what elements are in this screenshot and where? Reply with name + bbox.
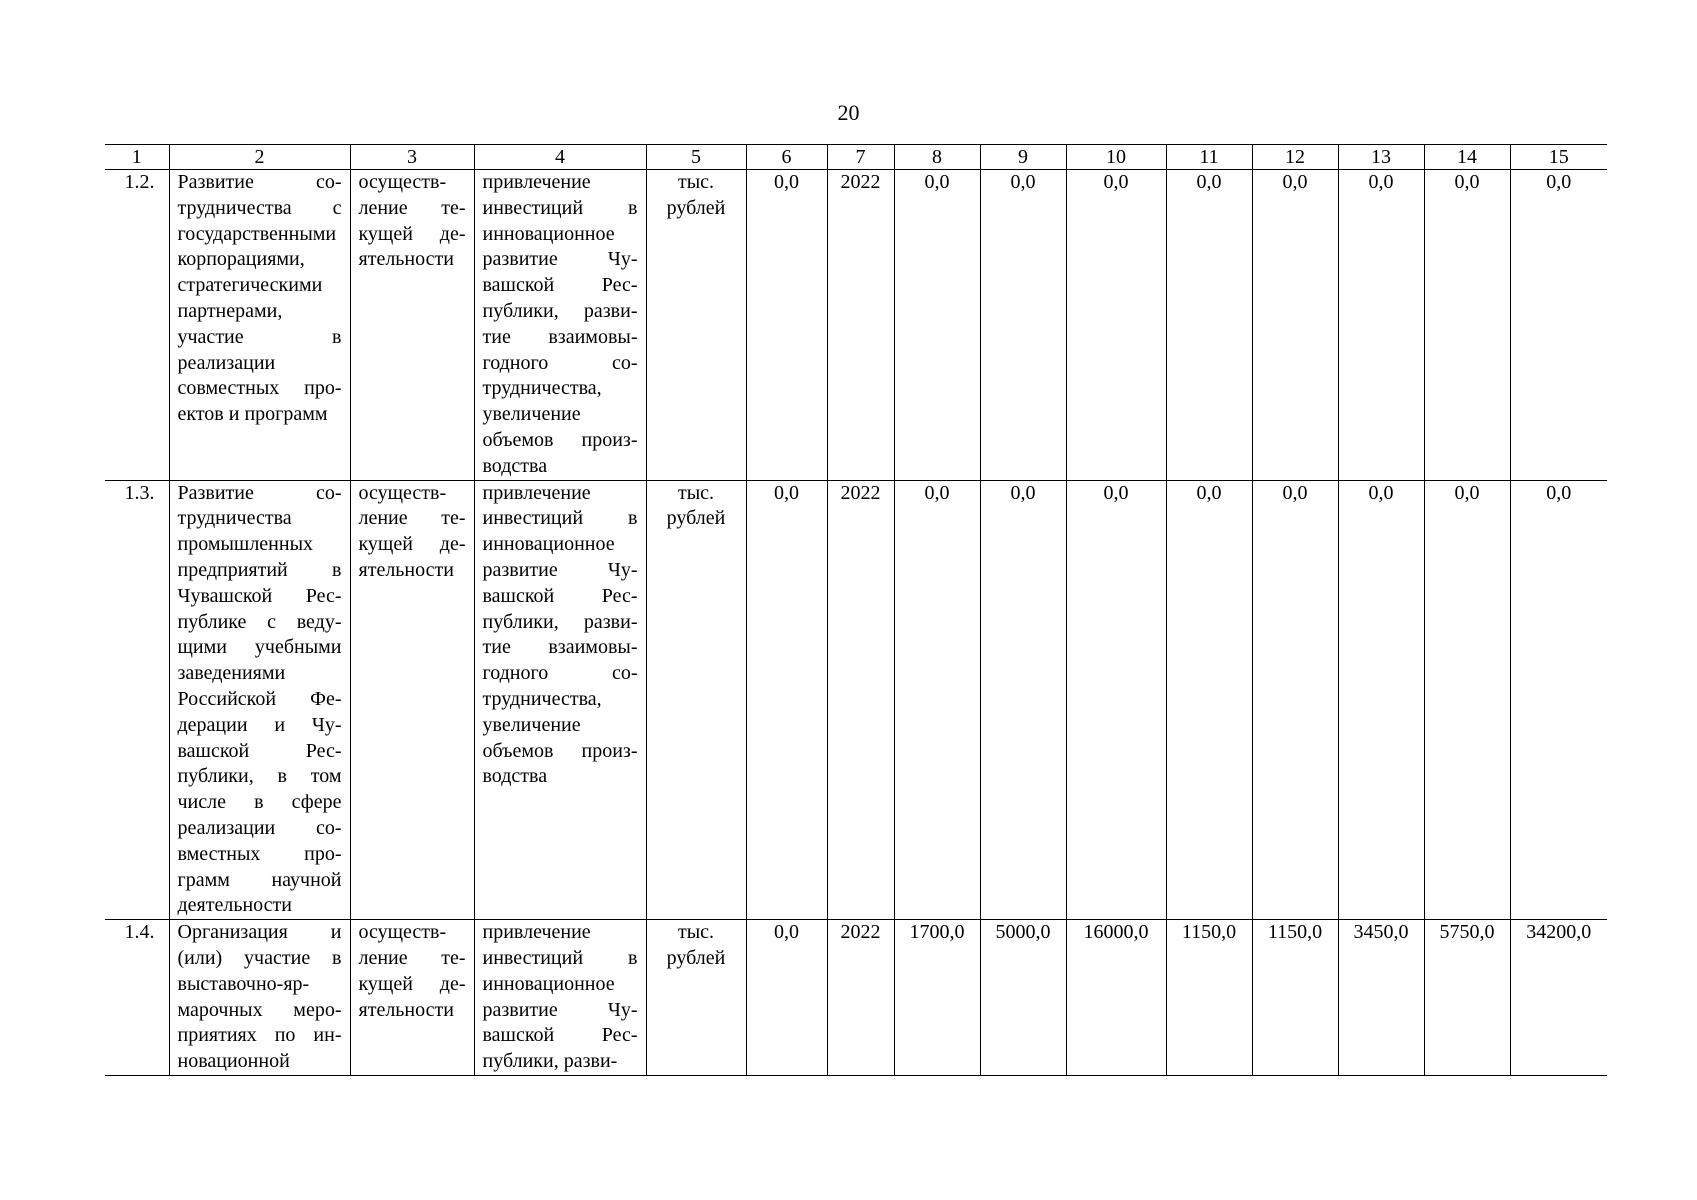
value-cell: 0,0	[980, 480, 1066, 920]
column-header: 8	[894, 145, 980, 170]
column-header: 13	[1338, 145, 1424, 170]
value-cell: 0,0	[1338, 170, 1424, 481]
unit-cell: тыс. рублей	[646, 920, 746, 1076]
value-cell: 3450,0	[1338, 920, 1424, 1076]
row-number: 1.2.	[105, 170, 169, 481]
value-cell: 0,0	[1066, 170, 1166, 481]
column-header: 2	[169, 145, 350, 170]
value-cell: 0,0	[1252, 170, 1338, 481]
value-cell: 0,0	[1166, 480, 1252, 920]
column-header: 4	[474, 145, 646, 170]
value-cell: 1150,0	[1166, 920, 1252, 1076]
expected-result: привлечение инвестиций в инновационное развитие Чувашской Республики, развитие взаимовыгодного сотрудничества, увеличение объемов производства	[474, 170, 646, 481]
year-cell: 2022	[827, 480, 894, 920]
value-cell: 0,0	[980, 170, 1066, 481]
measure-name: Организация и (или) участие в выставочно-ярмарочных мероприятиях по инновационной	[169, 920, 350, 1076]
column-number-row	[105, 145, 1607, 170]
value-cell: 0,0	[1066, 480, 1166, 920]
value-cell: 0,0	[1166, 170, 1252, 481]
row-number: 1.4.	[105, 920, 169, 1076]
value-cell: 1700,0	[894, 920, 980, 1076]
value-cell: 0,0	[746, 920, 827, 1076]
measure-name: Развитие сотрудничества с государственными корпорациями, стратегическими партнерами, участие в реализации совместных проектов и программ	[169, 170, 350, 481]
column-header: 6	[746, 145, 827, 170]
value-cell: 34200,0	[1510, 920, 1607, 1076]
column-header: 5	[646, 145, 746, 170]
value-cell: 0,0	[894, 170, 980, 481]
value-cell: 5000,0	[980, 920, 1066, 1076]
program-table	[105, 144, 1607, 1076]
unit-cell: тыс. рублей	[646, 170, 746, 481]
value-cell: 0,0	[1510, 170, 1607, 481]
value-cell: 16000,0	[1066, 920, 1166, 1076]
value-cell: 0,0	[1424, 480, 1510, 920]
column-header: 1	[105, 145, 169, 170]
page-number: 20	[837, 100, 860, 125]
value-cell: 0,0	[1424, 170, 1510, 481]
value-cell: 0,0	[1252, 480, 1338, 920]
expected-result: привлечение инвестиций в инновационное развитие Чувашской Республики, развитие взаимовыгодного сотрудничества, увеличение объемов производства	[474, 480, 646, 920]
year-cell: 2022	[827, 170, 894, 481]
column-header: 14	[1424, 145, 1510, 170]
value-cell: 0,0	[746, 170, 827, 481]
implementation-method: осуществление текущей деятельности	[350, 170, 474, 481]
value-cell: 5750,0	[1424, 920, 1510, 1076]
implementation-method: осуществление текущей деятельности	[350, 480, 474, 920]
measure-name: Развитие сотрудничества промышленных предприятий в Чувашской Республике с ведущими учебными заведениями Российской Федерации и Чувашской Республики, в том числе в сфере реализации совместных программ научной деятельности	[169, 480, 350, 920]
table-row	[105, 480, 1607, 920]
column-header: 7	[827, 145, 894, 170]
table-row	[105, 920, 1607, 1076]
value-cell: 0,0	[746, 480, 827, 920]
column-header: 15	[1510, 145, 1607, 170]
value-cell: 1150,0	[1252, 920, 1338, 1076]
column-header: 3	[350, 145, 474, 170]
value-cell: 0,0	[894, 480, 980, 920]
row-number: 1.3.	[105, 480, 169, 920]
expected-result: привлечение инвестиций в инновационное развитие Чувашской Республики, разви-	[474, 920, 646, 1076]
unit-cell: тыс. рублей	[646, 480, 746, 920]
implementation-method: осуществление текущей деятельности	[350, 920, 474, 1076]
column-header: 10	[1066, 145, 1166, 170]
column-header: 9	[980, 145, 1066, 170]
column-header: 12	[1252, 145, 1338, 170]
table-row	[105, 170, 1607, 481]
column-header: 11	[1166, 145, 1252, 170]
value-cell: 0,0	[1510, 480, 1607, 920]
value-cell: 0,0	[1338, 480, 1424, 920]
year-cell: 2022	[827, 920, 894, 1076]
